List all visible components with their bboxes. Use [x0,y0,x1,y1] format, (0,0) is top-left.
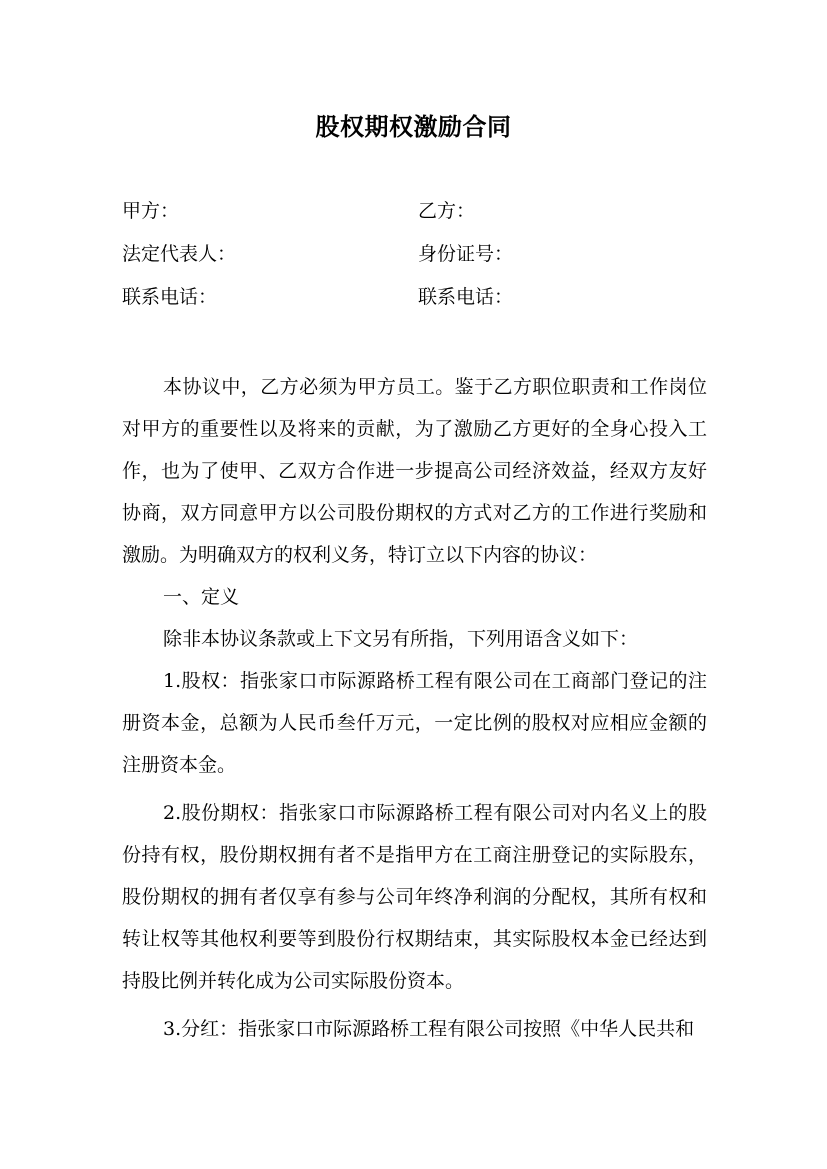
definitions-lead: 除非本协议条款或上下文另有所指，下列用语含义如下： [163,628,639,650]
party-a-name-label: 甲方： [122,200,180,222]
party-b-id-label: 身份证号： [418,243,514,265]
definition-share-option: 2.股份期权：指张家口市际源路桥工程有限公司对内名义上的股份持有权，股份期权拥有者不是指甲方在工商注册登记的实际股东，股份期权的拥有者仅享有参与公司年终净利润的分配权，其所有权和转让权等其他权利要等到股份行权期结束，其实际股权本金已经达到持股比例并转化成为公司实际股份资本。 [122,802,707,992]
contract-body [122,366,707,1050]
party-a-representative-label: 法定代表人： [122,243,237,265]
party-b-name-label: 乙方： [418,200,476,222]
party-a-phone-label: 联系电话： [122,286,218,308]
party-b-phone-label: 联系电话： [418,286,514,308]
section-heading-definitions: 一、定义 [163,586,240,608]
intro-paragraph: 本协议中，乙方必须为甲方员工。鉴于乙方职位职责和工作岗位对甲方的重要性以及将来的贡献，为了激励乙方更好的全身心投入工作，也为了使甲、乙双方合作进一步提高公司经济效益，经双方友好协商，双方同意甲方以公司股份期权的方式对乙方的工作进行奖励和激励。为明确双方的权利义务，特订立以下内容的协议： [122,376,707,566]
definition-equity: 1.股权：指张家口市际源路桥工程有限公司在工商部门登记的注册资本金，总额为人民币叁仟万元，一定比例的股权对应相应金额的注册资本金。 [122,670,707,776]
definition-dividend: 3.分红：指张家口市际源路桥工程有限公司按照《中华人民共和 [163,1018,695,1040]
document-title: 股权期权激励合同 [315,112,512,141]
